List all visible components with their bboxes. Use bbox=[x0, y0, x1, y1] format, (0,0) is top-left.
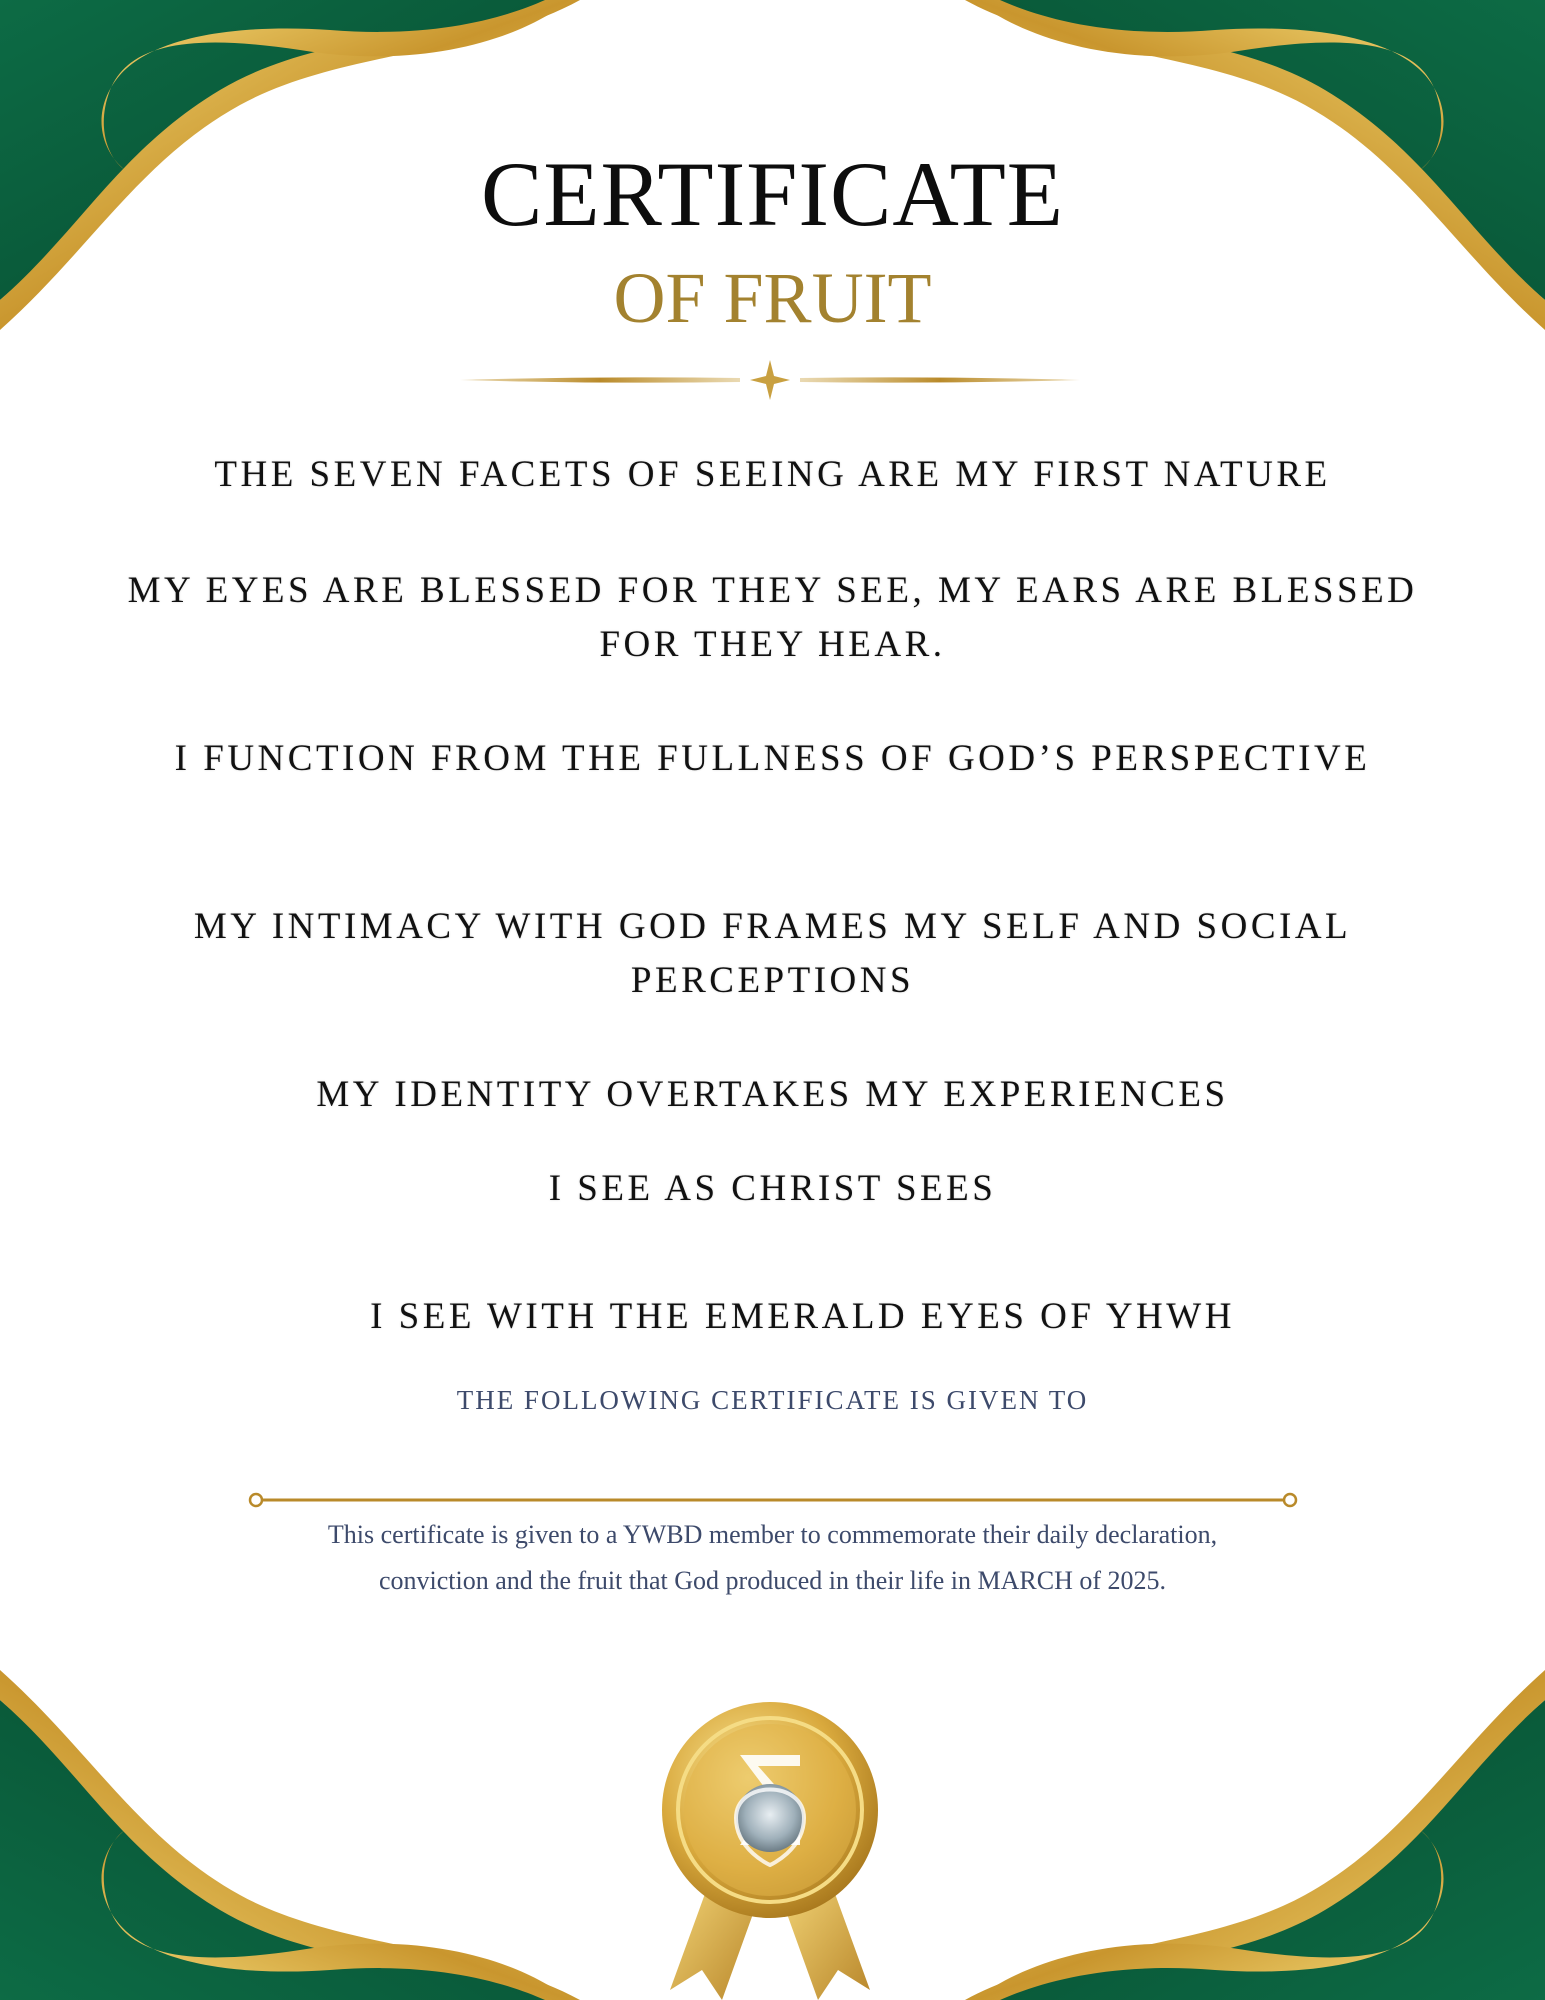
star-divider-icon bbox=[460, 358, 1080, 402]
declaration-line: I SEE WITH THE EMERALD EYES OF YHWH bbox=[370, 1296, 1235, 1337]
corner-ribbon-decoration bbox=[0, 1570, 620, 2000]
certificate-title: CERTIFICATE bbox=[480, 143, 1065, 245]
declaration-line: I SEE AS CHRIST SEES bbox=[548, 1168, 997, 1209]
recipient-name-line[interactable] bbox=[248, 1488, 1298, 1512]
certificate-subtitle: OF FRUIT bbox=[613, 258, 932, 338]
given-to-label: THE FOLLOWING CERTIFICATE IS GIVEN TO bbox=[456, 1385, 1089, 1415]
corner-ribbon-decoration bbox=[925, 1570, 1545, 2000]
declaration-line: MY INTIMACY WITH GOD FRAMES MY SELF AND SOCIAL PERCEPTIONS bbox=[193, 906, 1352, 1001]
medal-emblem-icon bbox=[640, 1700, 900, 2000]
declaration-line: MY IDENTITY OVERTAKES MY EXPERIENCES bbox=[316, 1074, 1229, 1115]
certificate-description: This certificate is given to a YWBD member to commemorate their daily declaration, conviction and the fruit that God produced in their life in MARCH of 2025. bbox=[327, 1520, 1218, 1595]
declaration-line: THE SEVEN FACETS OF SEEING ARE MY FIRST NATURE bbox=[214, 454, 1331, 495]
declaration-line: I FUNCTION FROM THE FULLNESS OF GOD’S PERSPECTIVE bbox=[174, 738, 1371, 779]
declaration-line: MY EYES ARE BLESSED FOR THEY SEE, MY EARS ARE BLESSED FOR THEY HEAR. bbox=[127, 570, 1418, 665]
